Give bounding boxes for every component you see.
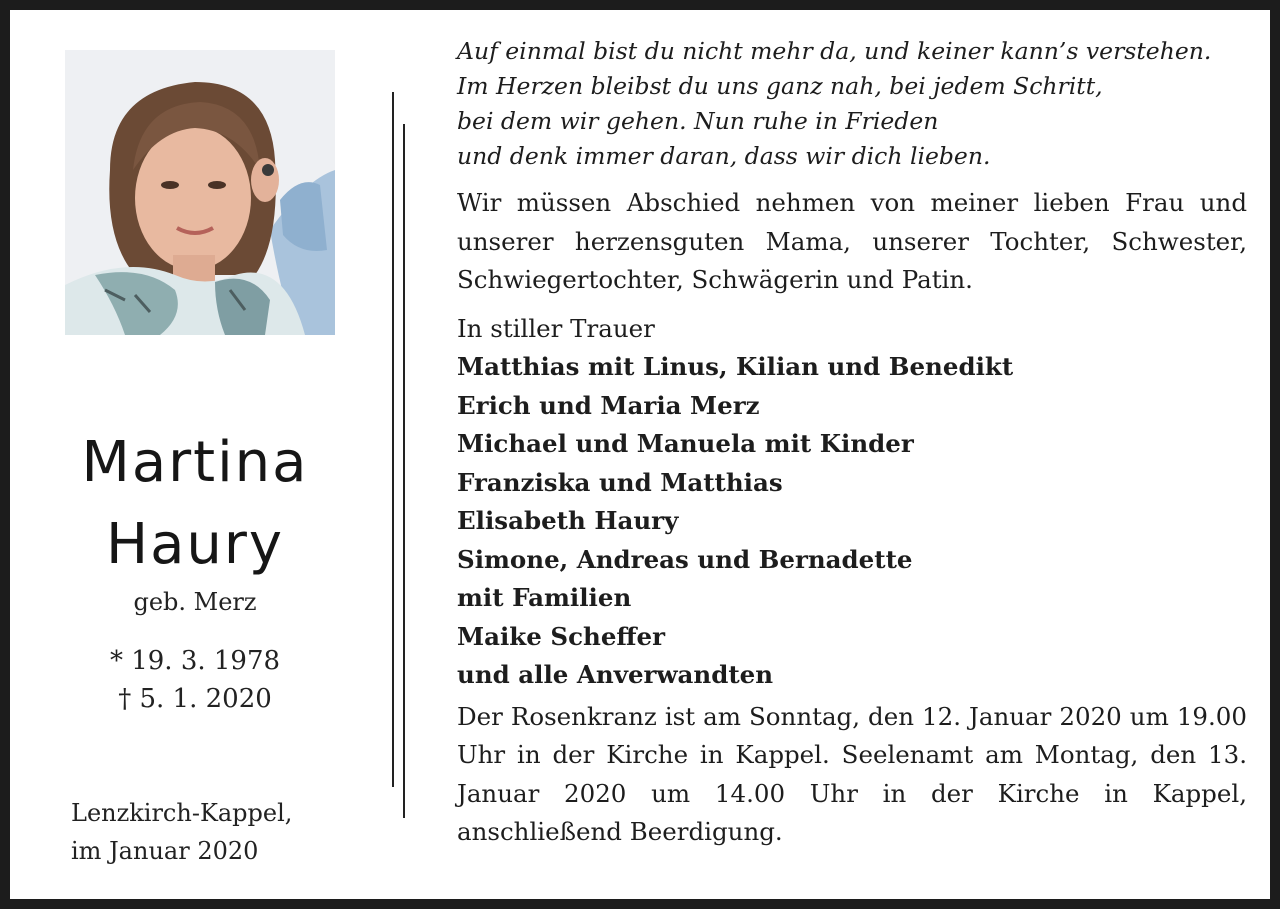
mourner: Erich und Maria Merz [457, 390, 760, 420]
birth-date: * 19. 3. 1978 [109, 646, 281, 676]
divider-line [392, 92, 394, 787]
mourner: Maike Scheffer [457, 621, 666, 651]
mourner: Franziska und Matthias [457, 467, 783, 497]
mourner: Michael und Manuela mit Kinder [457, 429, 914, 458]
place-and-date [71, 794, 292, 870]
farewell-text: Wir müssen Abschied nehmen von meiner lieben Frau und unserer herzensguten Mama, unserer Tochter, Schwester, Schwiegertochter, Schwägerin und Patin. [457, 188, 1247, 294]
mourner: mit Familien [457, 583, 632, 612]
portrait-image [65, 50, 335, 335]
mourner: Matthias mit Linus, Kilian und Benedikt [457, 352, 1014, 381]
obituary-card [10, 10, 1270, 899]
deceased-last-name: Haury [105, 512, 285, 577]
mourning-intro: In stiller Trauer [457, 313, 655, 343]
poem [457, 34, 1247, 174]
life-dates [50, 642, 340, 718]
mourners-list [457, 348, 1247, 695]
funeral-details: Der Rosenkranz ist am Sonntag, den 12. Januar 2020 um 19.00 Uhr in der Kirche in Kappel. Seelenamt am Montag, den 13. Januar 2020 um 14.00 Uhr in der Kirche in Kappel, anschließend Beerdigung. [457, 701, 1247, 846]
poem-line: Auf einmal bist du nicht mehr da, und keiner kann’s verstehen. [457, 37, 1212, 65]
mourner: Elisabeth Haury [457, 506, 679, 535]
divider-line [403, 124, 405, 818]
place-line: Lenzkirch-Kappel, [71, 799, 293, 827]
mourner: Simone, Andreas und Bernadette [457, 544, 913, 574]
poem-line: und denk immer daran, dass wir dich lieben. [457, 142, 991, 170]
birth-name: geb. Merz [133, 588, 257, 616]
date-line: im Januar 2020 [71, 837, 259, 865]
poem-line: bei dem wir gehen. Nun ruhe in Frieden [457, 107, 939, 135]
obituary-text [457, 34, 1247, 852]
portrait-photo [65, 50, 335, 335]
mourner: und alle Anverwandten [457, 660, 774, 689]
deceased-first-name: Martina [81, 430, 309, 495]
poem-line: Im Herzen bleibst du uns ganz nah, bei jedem Schritt, [457, 72, 1103, 100]
death-date: † 5. 1. 2020 [118, 684, 272, 714]
